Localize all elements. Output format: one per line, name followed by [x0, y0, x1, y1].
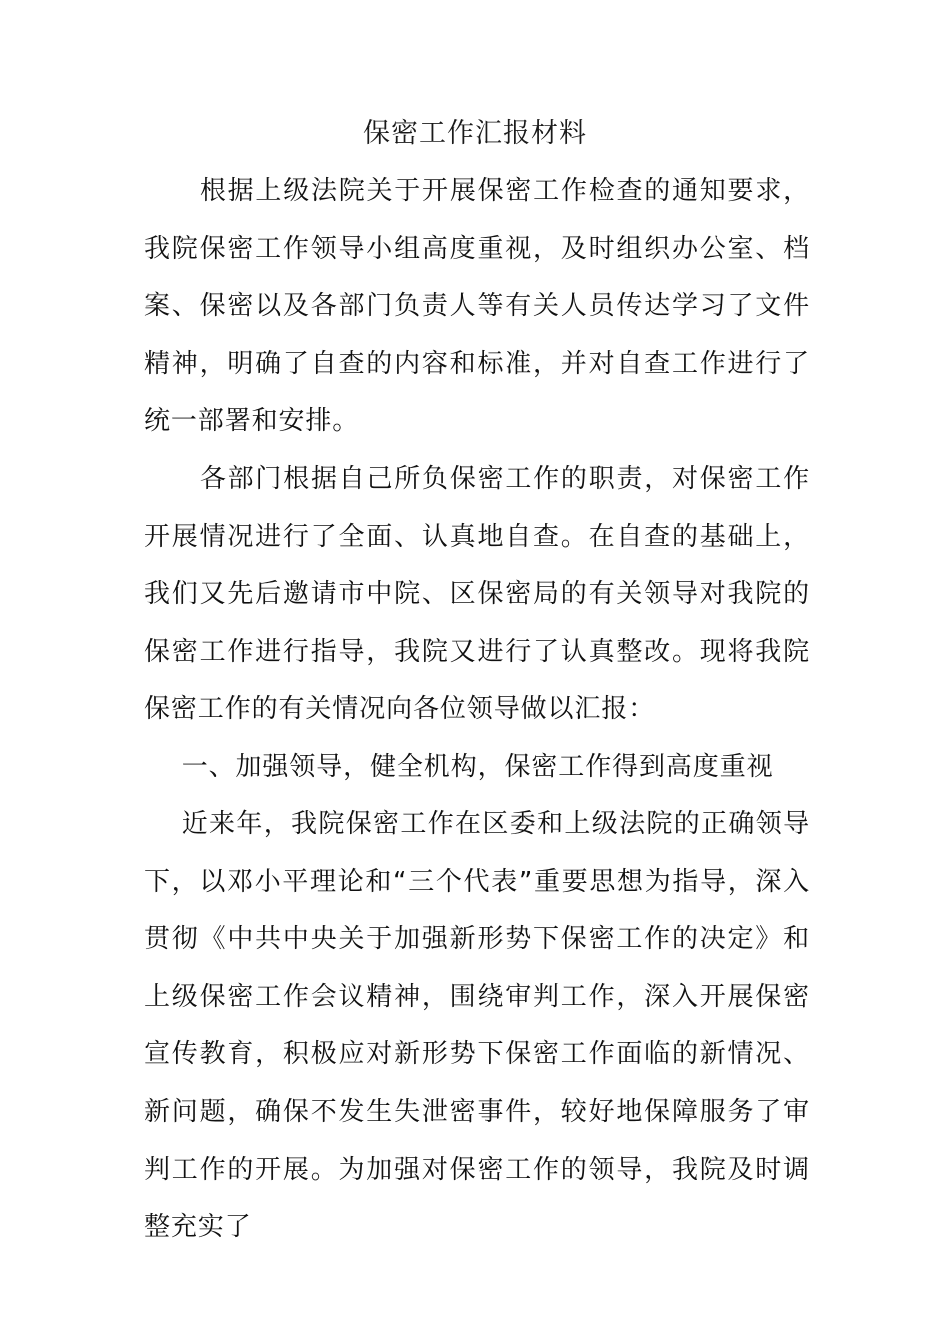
- document-title: 保密工作汇报材料: [363, 118, 587, 149]
- paragraph-self-inspection: 各部门根据自己所负保密工作的职责，对保密工作开展情况进行了全面、认真地自查。在自查的基础上，我们又先后邀请市中院、区保密局的有关领导对我院的保密工作进行指导，我院又进行了认真整改。现将我院保密工作的有关情况向各位领导做以汇报：: [144, 464, 810, 725]
- paragraph-intro: 根据上级法院关于开展保密工作检查的通知要求，我院保密工作领导小组高度重视，及时组织办公室、档案、保密以及各部门负责人等有关人员传达学习了文件精神，明确了自查的内容和标准，并对自查工作进行了统一部署和安排。: [144, 176, 810, 437]
- section-heading: 一、加强领导，健全机构，保密工作得到高度重视: [181, 752, 774, 782]
- paragraph-leadership: 近来年，我院保密工作在区委和上级法院的正确领导下，以邓小平理论和“三个代表”重要思想为指导，深入贯彻《中共中央关于加强新形势下保密工作的决定》和上级保密工作会议精神，围绕审判工作，深入开展保密宣传教育，积极应对新形势下保密工作面临的新情况、新问题，确保不发生失泄密事件，较好地保障服务了审判工作的开展。为加强对保密工作的领导，我院及时调整充实了: [144, 809, 810, 1243]
